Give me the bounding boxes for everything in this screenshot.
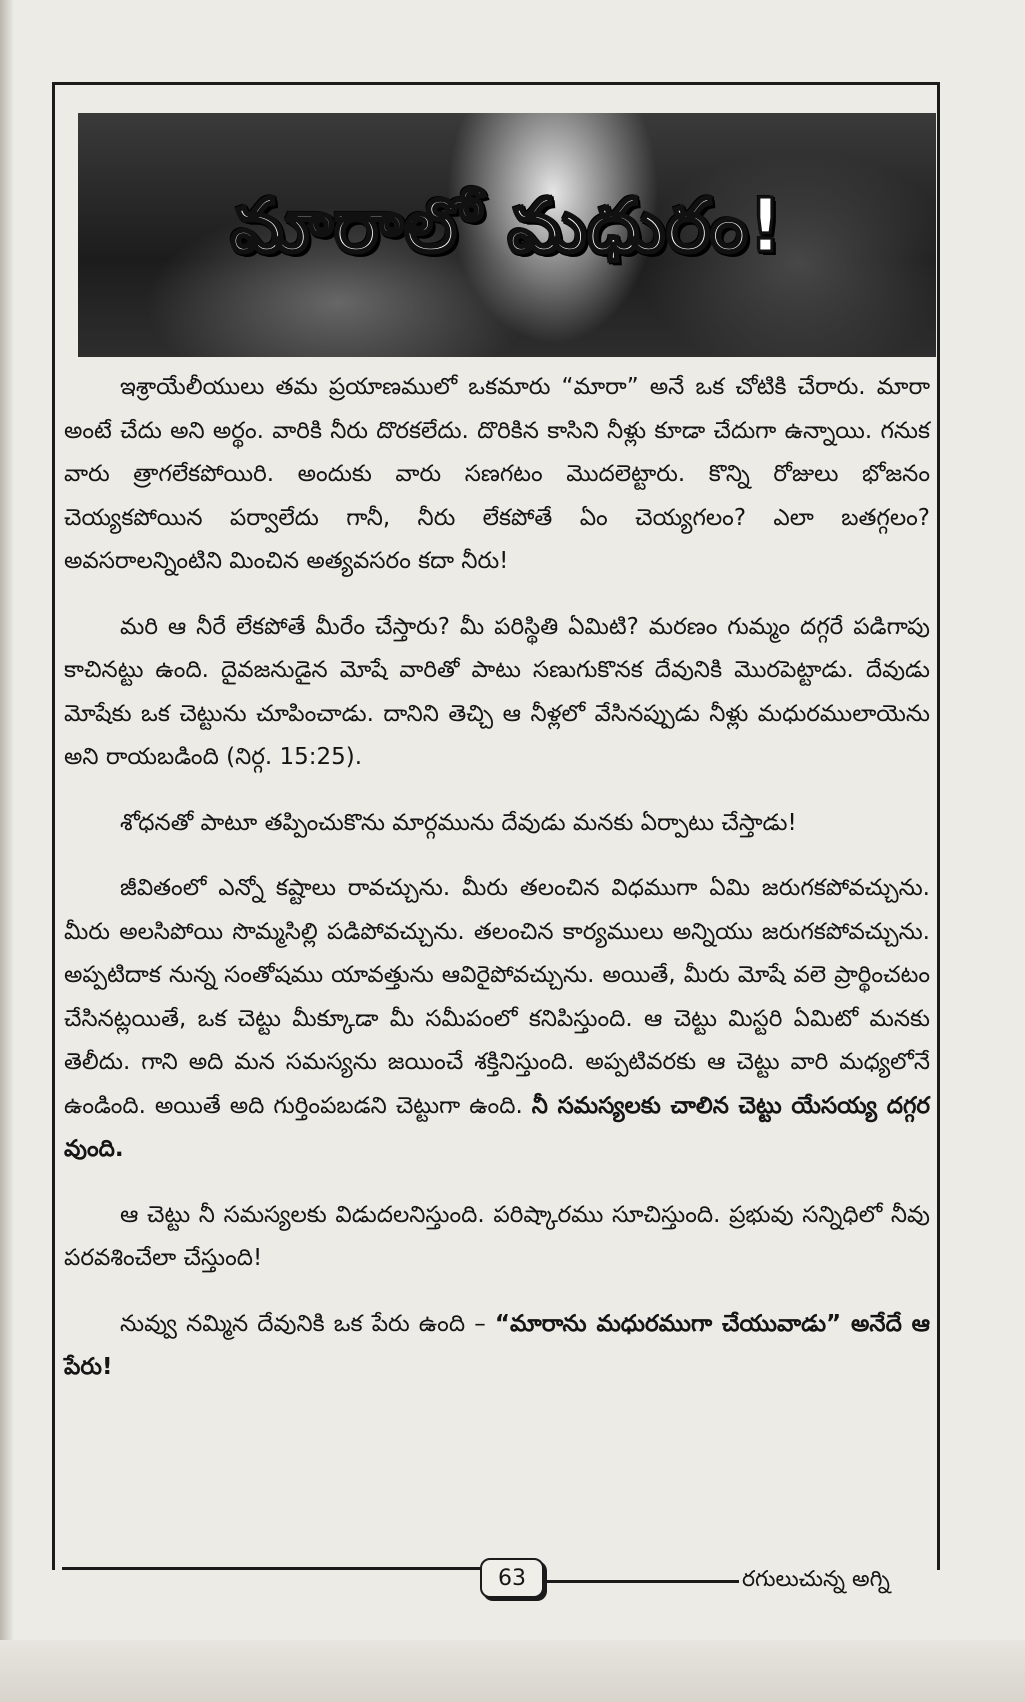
footer-rule-right (544, 1580, 739, 1583)
paragraph-5-text: ఆ చెట్టు నీ సమస్యలకు విడుదలనిస్తుంది. పరిష్కారము సూచిస్తుంది. ప్రభువు సన్నిధిలో నీవు పరవశించేలా చేస్తుంది! (64, 1201, 930, 1271)
paragraph-4 (64, 867, 930, 1172)
page-bottom-margin (0, 1640, 1025, 1702)
footer-rule-left (62, 1567, 482, 1570)
page-title: మారాలో మధురం! (230, 183, 784, 269)
article-body (64, 366, 930, 1412)
paragraph-1-text: ఇశ్రాయేలీయులు తమ ప్రయాణములో ఒకమారు “మారా” అనే ఒక చోటికి చేరారు. మారా అంటే చేదు అని అర్థం. వారికి నీరు దొరకలేదు. దొరికిన కాసిని నీళ్లు కూడా చేదుగా ఉన్నాయి. గనుక వారు త్రాగలేకపోయిరి. అందుకు వారు సణగటం మొదలెట్టారు. కొన్ని రోజులు భోజనం చెయ్యకపోయిన పర్వాలేదు గానీ, నీరు లేకపోతే ఏం చెయ్యగలం? ఎలా బతగ్గలం? అవసరాలన్నింటిని మించిన అత్యవసరం కదా నీరు! (64, 374, 930, 574)
paragraph-5 (64, 1194, 930, 1281)
paragraph-3-text: శోధనతో పాటూ తప్పించుకొను మార్గమును దేవుడు మనకు ఏర్పాటు చేస్తాడు! (120, 809, 797, 836)
running-book-title: రగులుచున్న అగ్ని (742, 1567, 890, 1592)
paragraph-3 (64, 802, 930, 846)
paragraph-6 (64, 1303, 930, 1390)
paragraph-6-emphasis: “మారాను మధురముగా చేయువాడు” అనేదే ఆ పేరు! (64, 1310, 931, 1380)
paragraph-6-text: నువ్వు నమ్మిన దేవునికి ఒక పేరు ఉంది – (120, 1310, 495, 1337)
paragraph-2-text: మరి ఆ నీరే లేకపోతే మీరేం చేస్తారు? మీ పరిస్థితి ఏమిటి? మరణం గుమ్మం దగ్గరే పడిగాపు కాచినట్టు ఉంది. దైవజనుడైన మోషే వారితో పాటు సణుగుకొనక దేవునికి మొరపెట్టాడు. దేవుడు మోషేకు ఒక చెట్టును చూపించాడు. దానిని తెచ్చి ఆ నీళ్లలో వేసినప్పుడు నీళ్లు మధురములాయెను అని రాయబడింది (నిర్గ. 15:25). (64, 613, 930, 770)
page-number: 63 (480, 1558, 544, 1598)
page-edge-shadow (0, 0, 14, 1702)
paragraph-4-text: జీవితంలో ఎన్నో కష్టాలు రావచ్చును. మీరు తలంచిన విధముగా ఏమి జరుగకపోవచ్చును. మీరు అలసిపోయి సొమ్మసిల్లి పడిపోవచ్చును. తలంచిన కార్యములు అన్నియు జరుగకపోవచ్చును. అప్పటిదాక నున్న సంతోషము యావత్తును ఆవిరైపోవచ్చును. అయితే, మీరు మోషే వలె ప్రార్థించటం చేసినట్లయితే, ఒక చెట్టు మీక్కూడా మీ సమీపంలో కనిపిస్తుంది. ఆ చెట్టు మిస్టరి ఏమిటో మనకు తెలీదు. గాని అది మన సమస్యను జయించే శక్తినిస్తుంది. అప్పటివరకు ఆ చెట్టు వారి మధ్యలోనే ఉండింది. అయితే అది గుర్తింపబడని చెట్టుగా ఉంది. (64, 875, 930, 1119)
paragraph-1 (64, 366, 930, 584)
paragraph-2 (64, 606, 930, 780)
title-banner (78, 113, 936, 357)
paragraph-4-emphasis: నీ సమస్యలకు చాలిన చెట్టు యేసయ్య దగ్గర వుంది. (64, 1092, 930, 1162)
